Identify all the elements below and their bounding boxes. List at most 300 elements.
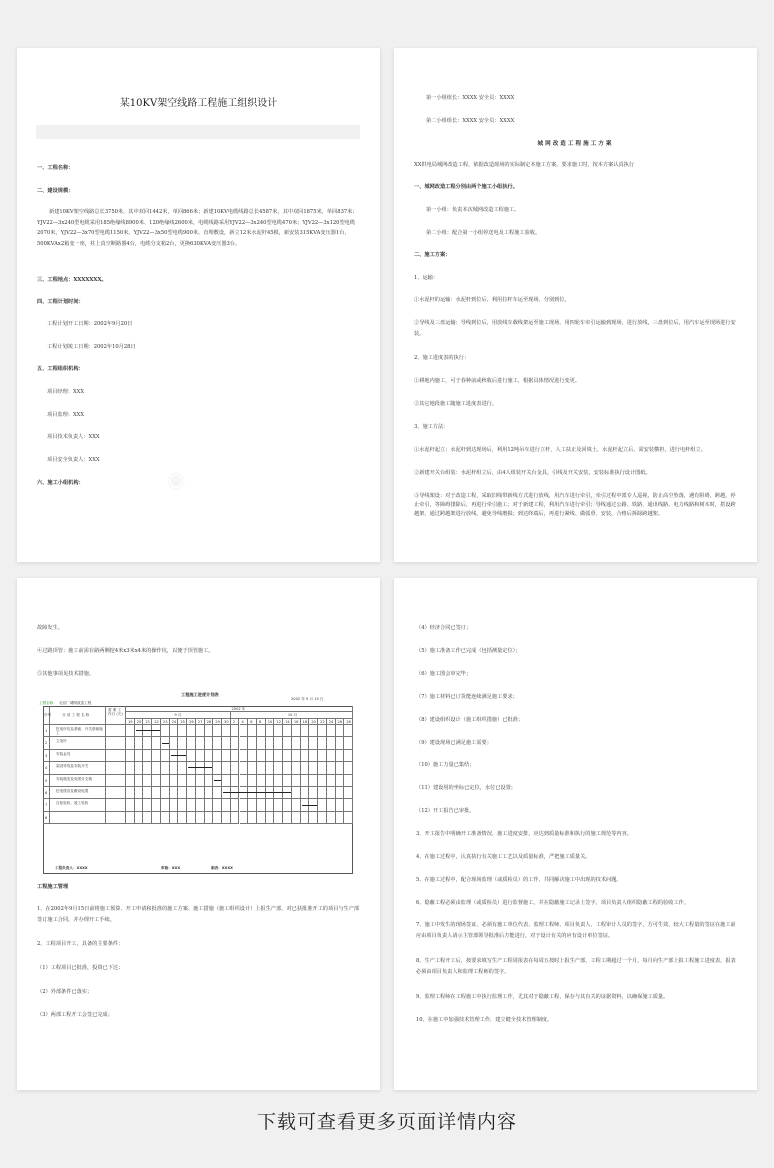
row-day-cell [301,775,310,787]
row-day-cell [187,812,196,824]
header-day-label: 20 [311,719,316,724]
row-day-cell [309,812,318,824]
section-location: 三、工程地点：XXXXXXX。 [37,277,107,283]
row-day-cell [257,762,266,774]
row-day-cell [143,737,152,749]
mgmt-item-8: 8、生产工程开工后，按要求填写生产工程周报表在每周五按时上报生产部，工程工期超过一个月，每月向生产部上报工程施工进度表，报表必须由项目负责人和监理工程师的签字。 [416,958,736,976]
row-day-cell [327,725,336,737]
row-day-cell [336,799,345,811]
gantt-date: 2002 年 9 月 15 日 [291,697,324,701]
cond-4: （4）经济合同已签订； [416,625,472,631]
row-day-cell [222,812,231,824]
continued-text: 故障发生。 [37,625,63,631]
item-transport: 1、运输： [414,275,439,281]
row-day-cell [170,725,179,737]
row-day-cell [126,737,135,749]
item-method: 3、施工方法： [414,424,449,430]
row-day-cell [248,787,257,799]
gantt-chart [39,692,353,874]
row-day-cell [187,775,196,787]
row-day-cell [257,750,266,762]
row-day-cell [152,762,161,774]
row-seq: 5 [45,778,48,783]
row-day-cell [126,750,135,762]
row-day-cell [135,750,144,762]
document-page-1 [17,48,380,562]
row-days-cell [106,812,126,824]
header-day-label: 6 [250,719,253,724]
row-name: 自检验收、竣工验收 [56,801,89,806]
gantt-task-bar [302,805,317,806]
cond-10: （10）施工力量已集结； [416,762,475,768]
row-day-cell [274,799,283,811]
row-day-cell [135,725,144,737]
row-day-cell [266,737,275,749]
gantt-task-bar [188,767,212,768]
row-day-cell [283,775,292,787]
row-day-cell [170,737,179,749]
heading-management: 工程施工管理 [37,884,69,890]
row-day-cell [231,750,240,762]
header-seq-label: 序号 [44,713,52,717]
row-day-cell [187,787,196,799]
row-day-cell [336,725,345,737]
mgmt-item-1: 1、在2002年9月15日前将施工预算、开工申请和批准的施工方案、施工措施（施工组织设计）上报生产部，对已获批准开工的项目与生产部签订施工合同，并办理开工手续。 [37,906,360,924]
header-day-label: 21 [145,719,151,724]
row-day-cell [283,787,292,799]
row-day-cell [143,762,152,774]
row-day-cell [318,737,327,749]
row-day-cell [143,812,152,824]
row-day-cell [135,812,144,824]
row-day-cell [161,775,170,787]
gantt-sign-mid: 审核：XXX [161,866,181,870]
row-day-cell [274,762,283,774]
row-day-cell [205,787,214,799]
document-page-3 [17,578,380,1090]
row-day-cell [292,725,301,737]
gantt-sign-right: 制表：XXXX [211,866,233,870]
mgmt-item-2b: （2）外部条件已落实； [37,989,93,995]
gantt-project-name: 毛纺厂城网改造工程 [59,701,92,705]
row-day-cell [222,737,231,749]
row-day-cell [178,737,187,749]
row-seq: 8 [45,815,48,820]
row-day-cell [135,762,144,774]
row-day-cell [152,799,161,811]
row-name: 架设导线及安装开关 [56,764,89,769]
mgmt-item-2a: （1）工程项目已批准，投资已下达； [37,965,124,971]
row-day-cell [143,775,152,787]
safety-lead: 项目安全负责人：XXX [47,457,100,463]
cond-5: （5）施工准备工作已完成（包括测量定位）； [416,648,521,654]
row-day-cell [196,787,205,799]
mgmt-item-5: 5、在施工过程中，配合现场监理（或质检员）的工作，共同解决施工中出现的技术问题。 [416,877,622,883]
mgmt-item-3: 3、开工报告中明确开工准备情况、施工进度安排，应达到质量标准和执行的施工规范等内容。 [416,831,632,837]
mgmt-item-6: 6、隐蔽工程必须由监理（或质检员）进行监督施工，并在隐蔽施工记录上签字，项目负责人组织隐蔽工程的验收工作。 [416,900,690,906]
row-day-cell [152,787,161,799]
cond-6: （6）施工图会审完毕； [416,671,472,677]
row-day-cell [222,725,231,737]
mgmt-item-7: 7、施工中发生的现场签证，必须有施工单位代表、监理工程师、项目负责人、工程审计人员的签字，方可生效，较大工程量的签证在施工前应由项目负责人请示主管部领导批准后方能进行，对于设计有关的应有设计单位签证。 [416,922,736,940]
gantt-task-bar [162,743,169,744]
gantt-task-bar [171,755,186,756]
transport-poles: ①水泥杆的运输：水泥杆到位后，利用拉杆车运至现场，分别到位。 [414,297,570,303]
row-day-cell [196,812,205,824]
row-day-cell [266,812,275,824]
row-day-cell [336,750,345,762]
row-day-cell [240,812,249,824]
row-day-cell [336,762,345,774]
row-day-cell [152,737,161,749]
row-day-cell [213,737,222,749]
row-day-cell [344,775,353,787]
row-day-cell [327,812,336,824]
gantt-title: 工程施工进度计划表 [181,692,219,697]
row-day-cell [231,775,240,787]
row-name: 安装金具 [56,751,71,756]
row-day-cell [318,799,327,811]
row-day-cell [135,775,144,787]
row-day-cell [292,787,301,799]
row-day-cell [196,750,205,762]
row-day-cell [240,725,249,737]
gantt-task-bar [214,780,221,781]
row-days-cell [106,762,126,774]
row-day-cell [301,737,310,749]
row-day-cell [187,750,196,762]
row-day-cell [292,799,301,811]
row-day-cell [222,799,231,811]
mgmt-item-9: 9、监理工程师在工程施工中执行监理工作，尤其对于隐蔽工程，保存与其有关的证据资料，以确保施工质量。 [416,994,669,1000]
row-day-cell [257,737,266,749]
row-day-cell [266,725,275,737]
row-day-cell [266,775,275,787]
gantt-task-bar [136,730,160,731]
header-day-label: 25 [180,719,185,724]
row-day-cell [178,787,187,799]
row-day-cell [318,750,327,762]
other-matters: ⑤其他事项见技术措施。 [37,671,95,677]
row-day-cell [205,799,214,811]
mgmt-item-10: 10、在施工中加强技术管理工作，建立健全技术管理制度。 [416,1017,553,1023]
row-day-cell [309,725,318,737]
header-day-label: 26 [189,719,194,724]
row-day-cell [178,762,187,774]
row-day-cell [309,762,318,774]
row-day-cell [187,725,196,737]
gantt-project-label: 工程名称： [39,701,57,705]
row-day-cell [336,787,345,799]
scale-paragraph: 新建10KV架空线路总长3750米，其中双回1442米，单回866米；新建10KV电缆线路总长4587米，其中双回1875米，单回837米；YJV22—3x240型电缆采用185绝缘线8900米、120绝缘线2600米，电缆线路采用YJV22—3x240型电缆470米；YJV22—3x120型电缆2070米，YJV22—3x70型电缆1150米，YJV22—3x50型电缆900米，直埋敷设，新立12米水泥杆45根，新安装315KVA变压器1台，500KVAx2箱变一座，柱上真空断路器4台，电缆分支箱2台，更换630KVA变压器3台。 [37,209,358,247]
mgmt-item-4: 4、在施工过程中，认真执行有关施工工艺以及质量标准，严把施工质量关。 [416,854,591,860]
row-name: 立电杆 [56,739,67,744]
row-day-cell [126,812,135,824]
row-day-cell [170,812,179,824]
row-day-cell [178,812,187,824]
row-day-cell [161,812,170,824]
gantt-sign-left: 工程负责人：XXXX [55,866,88,870]
row-day-cell [283,737,292,749]
row-day-cell [213,799,222,811]
row-days-cell [106,775,126,787]
section-team: 六、施工小组机构： [37,480,84,486]
gantt-task-bar [223,792,291,793]
row-day-cell [126,787,135,799]
row-day-cell [161,799,170,811]
plan-title: 城网改造工程施工方案 [537,141,614,147]
row-day-cell [213,787,222,799]
row-seq: 1 [45,729,48,733]
row-day-cell [231,799,240,811]
row-day-cell [327,799,336,811]
document-page-2 [394,48,757,562]
row-day-cell [213,750,222,762]
section-organization: 五、工程组织机构： [37,366,84,372]
row-day-cell [327,762,336,774]
row-day-cell [213,762,222,774]
header-month-oct-label: 10 月 [287,713,298,717]
method-switch: ②新建开关台组装：水泥杆组立后，由4人组装开关台金具，引线及开关安装，安装标准执行设计图纸。 [414,470,651,476]
row-day-cell [257,812,266,824]
section-schedule: 四、工程计划时间： [37,299,84,305]
row-seq: 6 [45,791,48,795]
header-year-label: 2002 年 [231,706,246,711]
row-day-cell [222,775,231,787]
row-day-cell [344,812,353,824]
row-seq: 7 [45,803,48,808]
planned-end: 工程计划竣工日期：2002年10月28日 [47,344,136,350]
row-day-cell [344,750,353,762]
row-day-cell [126,762,135,774]
header-day-label: 24 [171,719,177,724]
row-day-cell [240,750,249,762]
row-day-cell [196,775,205,787]
progress-other: ②其它地段施工随施工进度表进行。 [414,401,498,407]
row-day-cell [152,725,161,737]
row-day-cell [266,762,275,774]
row-seq: 4 [45,766,48,771]
row-day-cell [231,812,240,824]
header-day-label: 10 [267,719,273,724]
row-day-cell [231,787,240,799]
row-day-cell [196,737,205,749]
project-manager: 项目经理：XXX [47,389,85,395]
row-day-cell [309,775,318,787]
header-day-label: 18 [302,719,308,724]
row-day-cell [240,737,249,749]
team1-duty: 第一小组：负责本次城网改造工程施工。 [426,207,520,213]
row-day-cell [336,812,345,824]
row-day-cell [274,812,283,824]
row-day-cell [248,775,257,787]
row-day-cell [301,750,310,762]
header-day-label: 29 [215,719,220,724]
header-day-label: 23 [162,719,168,724]
header-day-label: 16 [293,719,299,724]
row-day-cell [318,812,327,824]
section-project-name: 一、工程名称： [37,165,74,171]
row-day-cell [257,775,266,787]
progress-farmland: ①耕地内施工，可于春种前或秋收后进行施工，根据具体情况进行变更。 [414,378,581,384]
row-day-cell [205,812,214,824]
row-day-cell [336,775,345,787]
cond-11: （11）建设用的坐标已定位，水位已设置； [416,785,516,791]
row-day-cell [161,762,170,774]
row-day-cell [205,737,214,749]
header-day-label: 22 [320,719,325,724]
header-day-label: 28 [206,719,212,724]
row-day-cell [344,762,353,774]
row-day-cell [135,787,144,799]
row-name-cell [50,812,106,824]
row-day-cell [318,775,327,787]
row-days-cell [106,750,126,762]
team1-leader: 第一小组组长：XXXX 安全员：XXXX [426,95,515,101]
row-day-cell [248,762,257,774]
row-day-cell [170,799,179,811]
row-day-cell [318,762,327,774]
row-day-cell [344,799,353,811]
row-day-cell [292,812,301,824]
document-title: 某10KV架空线路工程施工组织设计 [119,98,278,109]
row-day-cell [170,787,179,799]
row-day-cell [170,762,179,774]
row-day-cell [222,750,231,762]
row-day-cell [274,737,283,749]
title-underbar [36,125,360,139]
cond-12: （12）开工报告已审批。 [416,808,475,814]
team2-leader: 第二小组组长：XXXX 安全员：XXXX [426,118,515,124]
row-day-cell [240,787,249,799]
row-day-cell [283,799,292,811]
header-day-label: 14 [285,719,290,724]
row-day-cell [143,725,152,737]
row-day-cell [318,725,327,737]
row-day-cell [240,799,249,811]
row-day-cell [196,799,205,811]
row-day-cell [248,799,257,811]
pipe-jacking: ④过路顶管：施工前需在路两侧挖4米x3米x4米的操作坑，以便于顶管施工。 [37,648,214,654]
header-name-label: 分 项 工 程 名 称 [62,713,90,717]
row-day-cell [135,737,144,749]
row-day-cell [257,725,266,737]
row-day-cell [126,775,135,787]
row-day-cell [292,775,301,787]
row-day-cell [248,750,257,762]
row-day-cell [161,725,170,737]
technical-lead: 项目技术负责人：XXX [47,434,100,440]
plan-intro: XX供电局城网改造工程，依据改造现场的实际制定本施工方案，要求施工时，按本方案认真执行 [414,162,635,168]
document-page-4 [394,578,757,1090]
row-day-cell [231,737,240,749]
row-day-cell [126,799,135,811]
cond-8: （8）建设组织设计（施工组织措施）已批准； [416,717,524,723]
row-day-cell [187,737,196,749]
row-day-cell [152,812,161,824]
row-day-cell [266,799,275,811]
row-day-cell [283,750,292,762]
cond-7: （7）施工材料已订货能连续满足施工要求； [416,694,518,700]
row-day-cell [327,787,336,799]
row-day-cell [327,775,336,787]
header-day-label: 12 [276,719,281,724]
row-days-cell [106,737,126,749]
row-days-cell [106,799,126,811]
row-day-cell [205,775,214,787]
row-day-cell [143,799,152,811]
row-day-cell [266,750,275,762]
row-day-cell [292,737,301,749]
row-day-cell [231,762,240,774]
header-day-label: 24 [328,719,334,724]
method-poles: ①水泥杆起立：水泥杆到达现场后，利用12吨吊车进行立杆，人工扶正及回填土，水泥杆起立后，需安装横担，进行电杆组立。 [414,447,706,453]
row-day-cell [143,750,152,762]
header-day-label: 28 [346,719,351,724]
header-day-label: 8 [258,719,262,724]
project-supervisor: 项目监理：XXX [47,412,85,418]
row-day-cell [248,725,257,737]
header-day-label: 26 [337,719,343,724]
row-day-cell [152,775,161,787]
row-day-cell [152,750,161,762]
header-day-label: 20 [136,719,142,724]
method-wire: ③导线架设：对于改造工程，采取旧线带新线方式进行放线，用汽车进行牵引，牵引过程中派专人巡视，防止高空坠落，遇有阻碍，跨越，停止牵引，等障碍排除后，再进行牵引施工；对于新建工程，利用汽车进行牵引；导线通过公路、铁路、通讯线路、电力线路和树木时，搭设跨越架，通过跨越架进行放线，避免导线磨损；到达终端后，再进行紧线、做弧垂、安装，合格后拆除跨越架。 [414,493,736,518]
section-scale: 二、建设规模： [37,188,74,194]
row-day-cell [301,812,310,824]
cond-9: （9）建设现场已满足施工需要； [416,740,492,746]
header-day-label: 19 [128,719,133,724]
row-day-cell [257,787,266,799]
row-day-cell [143,787,152,799]
header-month-sep-label: 9 月 [174,713,182,717]
row-seq: 2 [45,741,48,746]
heading-teams: 一、城网改造工程分别由两个施工小组执行。 [414,184,518,190]
row-day-cell [283,812,292,824]
header-day-label: 4 [241,719,244,724]
row-day-cell [274,725,283,737]
row-days-cell [106,725,126,737]
planned-start: 工程计划开工日期：2002年9月20日 [47,321,133,327]
row-day-cell [248,737,257,749]
row-day-cell [213,725,222,737]
row-day-cell [283,762,292,774]
row-day-cell [318,787,327,799]
row-day-cell [266,787,275,799]
row-day-cell [126,725,135,737]
row-day-cell [301,787,310,799]
row-day-cell [257,799,266,811]
row-day-cell [222,762,231,774]
row-day-cell [135,799,144,811]
row-name: 挖电杆坑及基础、开关基础施工 [56,727,103,736]
row-day-cell [309,737,318,749]
mgmt-item-2c: （3）两部工程开工会签已完成； [37,1012,113,1018]
row-day-cell [292,762,301,774]
header-day-label: 2 [232,719,236,724]
transport-wires: ②导线及三盘运输：导线到位后，用放线车载线架运至施工现场，用四轮车牵引运输到现场，进行放线，三盘到位后，用汽车运至现场进行安装。 [414,320,736,338]
row-day-cell [240,775,249,787]
row-day-cell [240,762,249,774]
row-day-cell [309,750,318,762]
row-day-cell [336,737,345,749]
row-day-cell [178,799,187,811]
row-day-cell [274,750,283,762]
row-day-cell [213,812,222,824]
watermark [162,465,191,496]
row-name: 安装箱变及电缆分支箱 [56,776,92,781]
row-day-cell [161,787,170,799]
